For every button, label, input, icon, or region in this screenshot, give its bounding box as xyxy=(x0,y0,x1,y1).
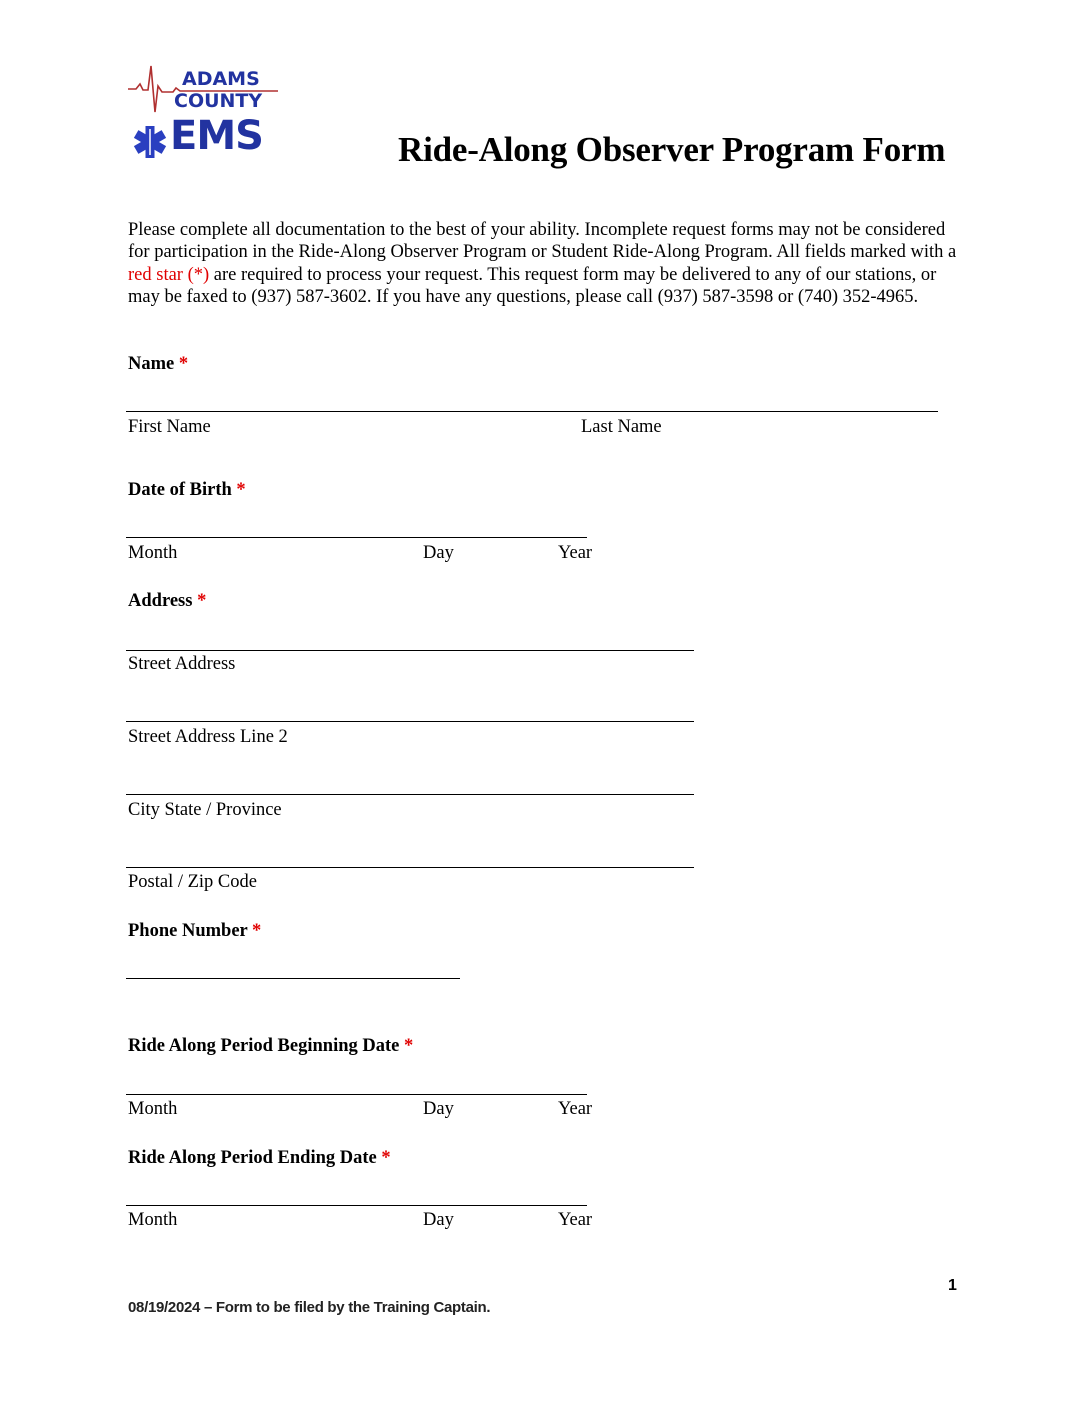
intro-red-star-note: red star (*) xyxy=(128,264,210,285)
phone-label: Phone Number xyxy=(128,921,248,941)
postal-code-input-line[interactable] xyxy=(126,867,694,868)
dob-heading xyxy=(128,480,246,501)
begin-day-label: Day xyxy=(423,1099,454,1119)
required-marker: * xyxy=(252,921,262,941)
required-marker: * xyxy=(236,480,246,500)
intro-paragraph xyxy=(128,219,968,309)
required-marker: * xyxy=(381,1148,391,1168)
dob-input-line[interactable] xyxy=(126,537,587,538)
dob-label: Date of Birth xyxy=(128,480,232,500)
street-address-line2-label: Street Address Line 2 xyxy=(128,727,288,747)
dob-month-label: Month xyxy=(128,543,178,563)
logo-line-adams: ADAMS xyxy=(182,68,260,90)
begin-year-label: Year xyxy=(558,1099,593,1119)
required-marker: * xyxy=(197,591,207,611)
star-of-life-icon xyxy=(134,126,166,158)
dob-day-label: Day xyxy=(423,543,454,563)
begin-date-label: Ride Along Period Beginning Date xyxy=(128,1036,400,1056)
postal-code-label: Postal / Zip Code xyxy=(128,872,257,892)
last-name-label: Last Name xyxy=(581,417,662,437)
end-date-input-line[interactable] xyxy=(126,1205,587,1206)
page-number: 1 xyxy=(948,1277,957,1294)
end-date-heading xyxy=(128,1148,391,1169)
begin-date-heading xyxy=(128,1036,413,1057)
street-address-line2-input-line[interactable] xyxy=(126,721,694,722)
end-month-label: Month xyxy=(128,1210,178,1230)
address-heading xyxy=(128,591,206,612)
name-heading xyxy=(128,354,188,375)
intro-text-end: are required to process your request. This request form may be delivered to any of our stations, or may be faxed to (937) 587-3602. If you have any questions, please call (937) 587-3598 or (740) 352-4965. xyxy=(128,264,937,308)
street-address-label: Street Address xyxy=(128,654,236,674)
phone-heading xyxy=(128,921,261,942)
required-marker: * xyxy=(178,354,189,374)
dob-year-label: Year xyxy=(558,543,593,563)
street-address-input-line[interactable] xyxy=(126,650,694,651)
name-input-line[interactable] xyxy=(126,411,938,412)
begin-date-input-line[interactable] xyxy=(126,1094,587,1095)
footer-note: 08/19/2024 – Form to be filed by the Training Captain. xyxy=(128,1299,491,1316)
phone-input-line[interactable] xyxy=(126,978,460,979)
end-day-label: Day xyxy=(423,1210,454,1230)
first-name-label: First Name xyxy=(128,417,211,437)
adams-county-ems-logo xyxy=(128,64,288,164)
name-label: Name xyxy=(128,354,175,374)
address-label: Address xyxy=(128,591,193,611)
logo-line-ems: EMS xyxy=(170,113,263,159)
required-marker: * xyxy=(403,1036,414,1056)
end-date-label: Ride Along Period Ending Date xyxy=(128,1148,377,1168)
begin-month-label: Month xyxy=(128,1099,178,1119)
city-state-input-line[interactable] xyxy=(126,794,694,795)
logo-line-county: COUNTY xyxy=(174,90,263,112)
end-year-label: Year xyxy=(558,1210,593,1230)
intro-text-start: Please complete all documentation to the best of your ability. Incomplete request forms may not be considered for participation in the Ride-Along Observer Program or Student Ride-Along Program. All fields marked with a xyxy=(128,220,957,263)
page-title: Ride-Along Observer Program Form xyxy=(398,130,946,169)
city-state-label: City State / Province xyxy=(128,800,282,820)
